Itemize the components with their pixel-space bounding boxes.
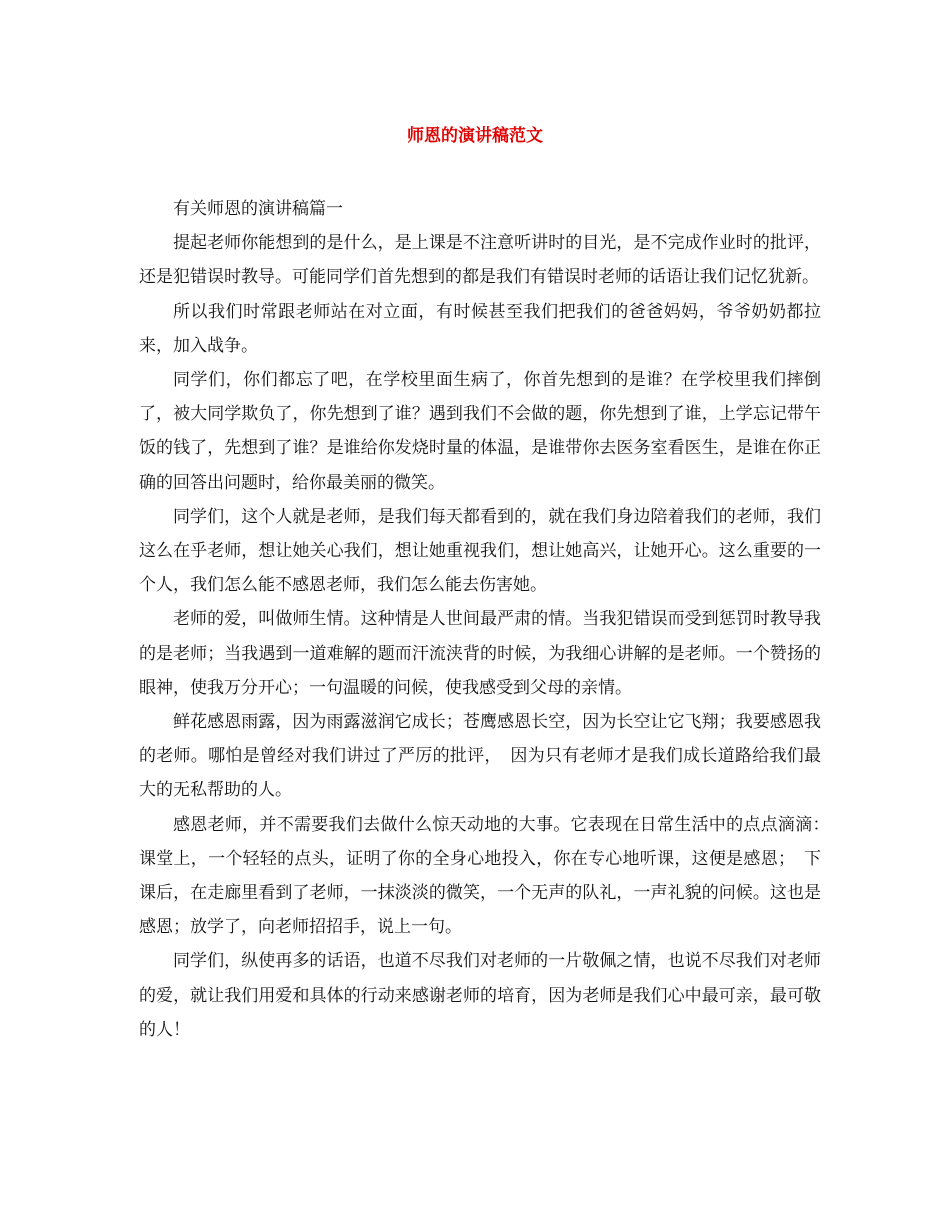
paragraph: 同学们，你们都忘了吧，在学校里面生病了，你首先想到的是谁？在学校里我们摔倒了，被大同学欺负了，你先想到了谁？遇到我们不会做的题，你先想到了谁，上学忘记带午饭的钱了，先想到了谁？是谁给你发烧时量的体温，是谁带你去医务室看医生，是谁在你正确的回答出问题时，给你最美丽的微笑。 [139,370,821,493]
paragraph: 感恩老师，并不需要我们去做什么惊天动地的大事。它表现在日常生活中的点点滴滴： 课堂上，一个轻轻的点头，证明了你的全身心地投入，你在专心地听课，这便是感恩； 下课后，在走廊里看到了老师，一抹淡淡的微笑，一个无声的队礼，一声礼貌的问候。这也是感恩；放学了，向老师招招手，说上一句。 [139,814,838,938]
paragraph: 同学们，这个人就是老师，是我们每天都看到的，就在我们身边陪着我们的老师，我们这么在乎老师，想让她关心我们，想让她重视我们，想让她高兴，让她开心。这么重要的一个人，我们怎么能不感恩老师，我们怎么能去伤害她。 [139,506,821,596]
paragraph: 同学们，纵使再多的话语，也道不尽我们对老师的一片敬佩之情，也说不尽我们对老师的爱，就让我们用爱和具体的行动来感谢老师的培育，因为老师是我们心中最可亲，最可敬的人！ [139,951,821,1040]
paragraph-heading: 有关师恩的演讲稿篇一 [173,199,343,219]
paragraph: 老师的爱，叫做师生情。这种情是人世间最严肃的情。当我犯错误而受到惩罚时教导我的是老师；当我遇到一道难解的题而汗流浃背的时候，为我细心讲解的是老师。一个赞扬的眼神，使我万分开心；一句温暖的问候，使我感受到父母的亲情。 [139,609,821,698]
paragraph: 鲜花感恩雨露，因为雨露滋润它成长；苍鹰感恩长空，因为长空让它飞翔；我要感恩我的老师。哪怕是曾经对我们讲过了严厉的批评， 因为只有老师才是我们成长道路给我们最大的无私帮助的人。 [139,712,821,801]
paragraph: 提起老师你能想到的是什么，是上课是不注意听讲时的目光，是不完成作业时的批评，还是犯错误时教导。可能同学们首先想到的都是我们有错误时老师的话语让我们记忆犹新。 [139,233,821,288]
document-body [139,192,838,1047]
paragraph: 所以我们时常跟老师站在对立面，有时候甚至我们把我们的爸爸妈妈，爷爷奶奶都拉来，加入战争。 [139,301,821,356]
document-title: 师恩的演讲稿范文 [407,126,543,146]
